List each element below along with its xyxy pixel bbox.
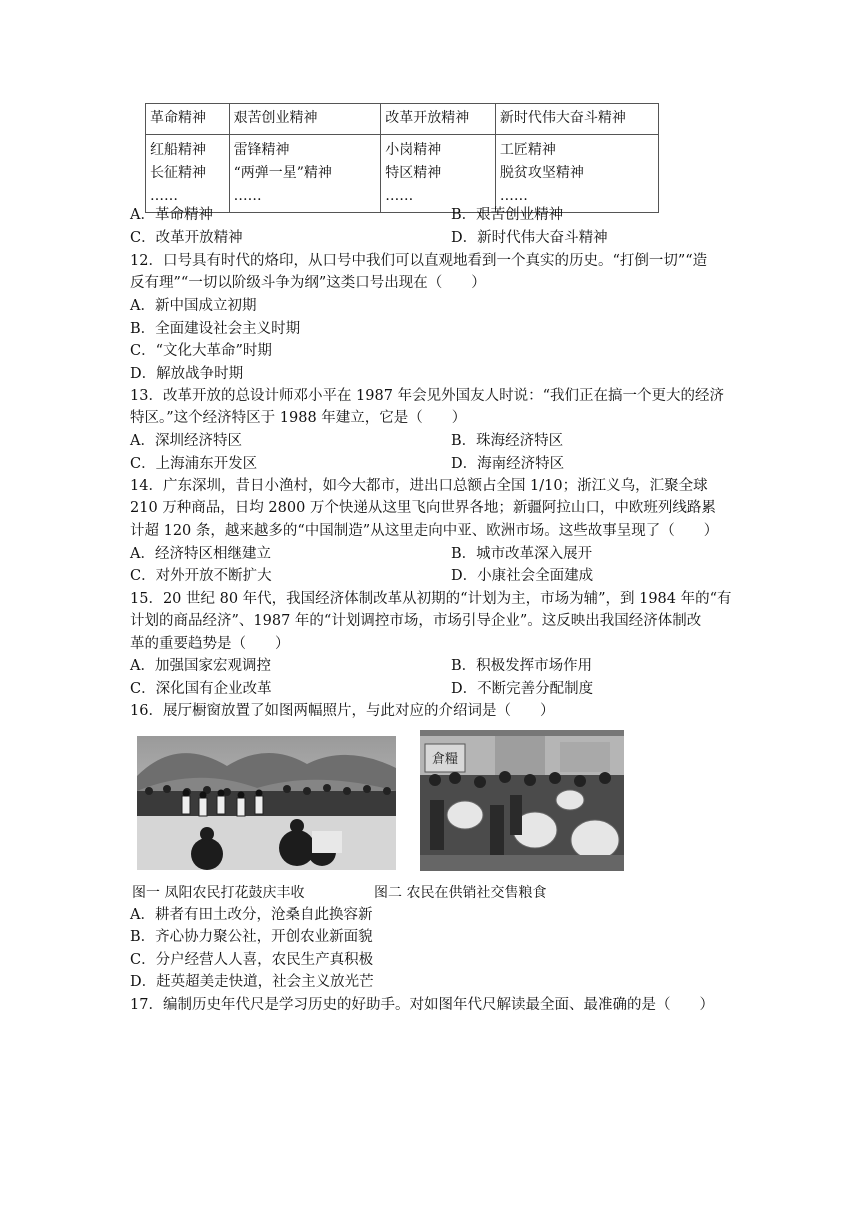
photo-fengyang-flower-drum — [137, 736, 396, 870]
table-cell — [381, 135, 496, 213]
photo-grain-cooperative — [420, 730, 624, 871]
table-header-row — [146, 104, 659, 135]
q15-option-c[interactable]: C．深化国有企业改革 — [130, 681, 272, 697]
q11-option-a[interactable]: A．革命精神 — [130, 207, 213, 223]
q14-option-c[interactable]: C．对外开放不断扩大 — [130, 568, 272, 584]
cell-line: …… — [499, 188, 528, 204]
q12-option-c[interactable]: C．“文化大革命”时期 — [130, 343, 272, 359]
q13-stem: 13．改革开放的总设计师邓小平在 1987 年会见外国友人时说：“我们正在搞一个更大的经济 — [130, 388, 724, 404]
table-header: 艰苦创业精神 — [229, 104, 381, 135]
q13-option-d[interactable]: D．海南经济特区 — [451, 456, 565, 472]
q12-option-d[interactable]: D．解放战争时期 — [130, 366, 244, 382]
q11-option-b[interactable]: B．艰苦创业精神 — [451, 207, 564, 223]
q15-stem: 计划的商品经济”、1987 年的“计划调控市场，市场引导企业”。这反映出我国经济体制改 — [130, 613, 702, 629]
table-row — [146, 135, 659, 213]
q12-stem: 12．口号具有时代的烙印，从口号中我们可以直观地看到一个真实的历史。“打倒一切”“造 — [130, 253, 708, 269]
q14-stem: 14．广东深圳，昔日小渔村，如今大都市，进出口总额占全国 1/10；浙江义乌，汇聚全球 — [130, 478, 708, 494]
q15-stem: 15．20 世纪 80 年代，我国经济体制改革从初期的“计划为主，市场为辅”，到 1984 年的“有 — [130, 591, 732, 607]
cell-line: …… — [233, 188, 262, 204]
q16-option-c[interactable]: C．分户经营人人喜，农民生产真积极 — [130, 952, 374, 968]
cell-line: 脱贫攻坚精神 — [499, 165, 584, 181]
photo1-caption: 图一 凤阳农民打花鼓庆丰收 — [132, 885, 305, 901]
table-cell — [146, 135, 230, 213]
q14-stem: 计超 120 条，越来越多的“中国制造”从这里走向中亚、欧洲市场。这些故事呈现了（ ） — [130, 523, 719, 539]
q16-option-a[interactable]: A．耕者有田土改分，沧桑自此换容新 — [130, 907, 373, 923]
cell-line: 红船精神 — [150, 142, 206, 158]
q12-stem: 反有理”“一切以阶级斗争为纲”这类口号出现在（ ） — [130, 275, 486, 291]
q16-stem: 16．展厅橱窗放置了如图两幅照片，与此对应的介绍词是（ ） — [130, 703, 555, 719]
q14-option-a[interactable]: A．经济特区相继建立 — [130, 546, 271, 562]
q14-stem: 210 万种商品，日均 2800 万个快递从这里飞向世界各地；新疆阿拉山口，中欧班列线路累 — [130, 500, 716, 516]
cell-line: …… — [150, 188, 178, 204]
table-cell — [495, 135, 658, 213]
q13-stem: 特区。”这个经济特区于 1988 年建立，它是（ ） — [130, 410, 467, 426]
table-header: 革命精神 — [146, 104, 230, 135]
q13-option-c[interactable]: C．上海浦东开发区 — [130, 456, 258, 472]
table-header: 改革开放精神 — [381, 104, 496, 135]
cell-line: 工匠精神 — [499, 142, 556, 158]
q16-option-d[interactable]: D．赶英超美走快道，社会主义放光芒 — [130, 974, 374, 990]
cell-line: “两弹一星”精神 — [233, 165, 332, 181]
spirit-table — [145, 103, 659, 213]
q11-option-d[interactable]: D．新时代伟大奋斗精神 — [451, 230, 608, 246]
q12-option-a[interactable]: A．新中国成立初期 — [130, 298, 257, 314]
q13-option-a[interactable]: A．深圳经济特区 — [130, 433, 242, 449]
q14-option-d[interactable]: D．小康社会全面建成 — [451, 568, 594, 584]
q12-option-b[interactable]: B．全面建设社会主义时期 — [130, 321, 301, 337]
table-cell — [229, 135, 381, 213]
granary-sign: 倉糧 — [431, 752, 459, 767]
q11-option-c[interactable]: C．改革开放精神 — [130, 230, 243, 246]
photo2-caption: 图二 农民在供销社交售粮食 — [374, 885, 547, 901]
table-header: 新时代伟大奋斗精神 — [495, 104, 658, 135]
q17-stem: 17．编制历史年代尺是学习历史的好助手。对如图年代尺解读最全面、最准确的是（ ） — [130, 997, 714, 1013]
q16-option-b[interactable]: B．齐心协力聚公社，开创农业新面貌 — [130, 929, 373, 945]
cell-line: …… — [385, 188, 414, 204]
q15-stem: 革的重要趋势是（ ） — [130, 636, 290, 652]
cell-line: 雷锋精神 — [233, 142, 290, 158]
q15-option-a[interactable]: A．加强国家宏观调控 — [130, 658, 271, 674]
q14-option-b[interactable]: B．城市改革深入展开 — [451, 546, 593, 562]
cell-line: 特区精神 — [385, 165, 442, 181]
cell-line: 长征精神 — [150, 165, 206, 181]
q15-option-d[interactable]: D．不断完善分配制度 — [451, 681, 594, 697]
q13-option-b[interactable]: B．珠海经济特区 — [451, 433, 564, 449]
cell-line: 小岗精神 — [385, 142, 442, 158]
q15-option-b[interactable]: B．积极发挥市场作用 — [451, 658, 593, 674]
